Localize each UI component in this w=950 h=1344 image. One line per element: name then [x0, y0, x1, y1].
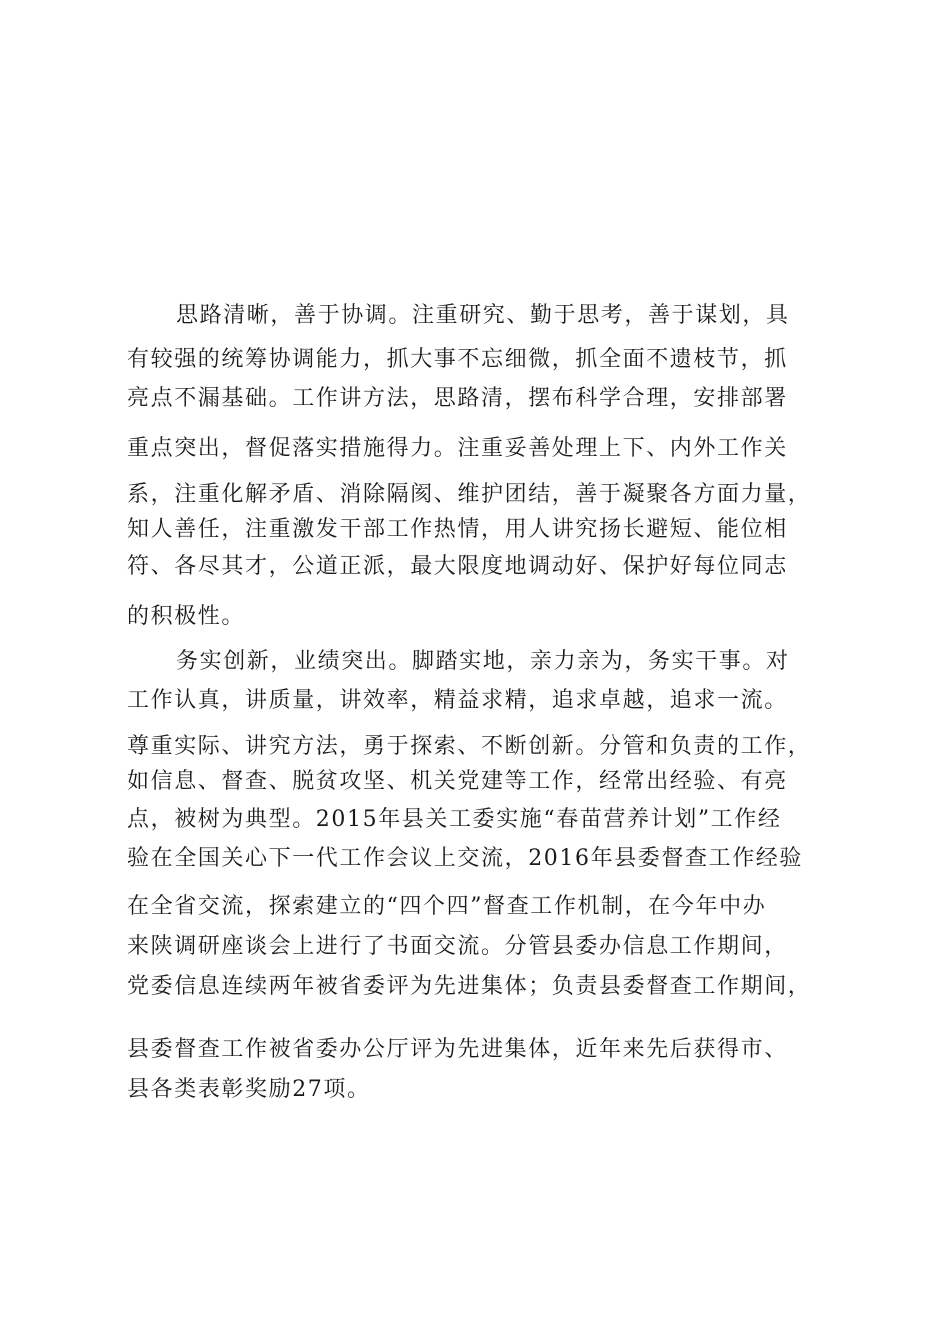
paragraph-1-line-7: 符、各尽其才，公道正派，最大限度地调动好、保护好每位同志 [127, 554, 788, 579]
paragraph-1-line-8: 的积极性。 [127, 604, 246, 629]
paragraph-1-line-3: 亮点不漏基础。工作讲方法，思路清，摆布科学合理，安排部署 [127, 386, 788, 411]
paragraph-1-line-6: 知人善任，注重激发干部工作热情，用人讲究扬长避短、能位相 [127, 517, 788, 542]
paragraph-1-line-4: 重点突出，督促落实措施得力。注重妥善处理上下、内外工作关 [127, 436, 788, 461]
paragraph-2-line-3: 尊重实际、讲究方法，勇于探索、不断创新。分管和负责的工作， [127, 734, 812, 759]
paragraph-2-line-7: 在全省交流，探索建立的“四个四”督查工作机制，在今年中办 [127, 894, 767, 919]
paragraph-2-line-4: 如信息、督查、脱贫攻坚、机关党建等工作，经常出经验、有亮 [127, 769, 788, 794]
paragraph-2-line-11: 县各类表彰奖励27项。 [127, 1077, 371, 1102]
paragraph-2-line-2: 工作认真，讲质量，讲效率，精益求精，追求卓越，追求一流。 [127, 688, 788, 713]
paragraph-2-line-5: 点，被树为典型。2015年县关工委实施“春苗营养计划”工作经 [127, 807, 782, 832]
paragraph-2-line-10: 县委督查工作被省委办公厅评为先进集体，近年来先后获得市、 [127, 1037, 788, 1062]
paragraph-2-line-1: 务实创新，业绩突出。脚踏实地，亲力亲为，务实干事。对 [176, 649, 790, 674]
paragraph-1-line-1: 思路清晰，善于协调。注重研究、勤于思考，善于谋划，具 [176, 303, 790, 328]
paragraph-2-line-6: 验在全国关心下一代工作会议上交流，2016年县委督查工作经验 [127, 846, 803, 871]
paragraph-1-line-5: 系，注重化解矛盾、消除隔阂、维护团结，善于凝聚各方面力量， [127, 482, 812, 507]
paragraph-2-line-8: 来陕调研座谈会上进行了书面交流。分管县委办信息工作期间， [127, 934, 788, 959]
paragraph-2-line-9: 党委信息连续两年被省委评为先进集体；负责县委督查工作期间， [127, 974, 812, 999]
paragraph-1-line-2: 有较强的统筹协调能力，抓大事不忘细微，抓全面不遗枝节，抓 [127, 347, 788, 372]
